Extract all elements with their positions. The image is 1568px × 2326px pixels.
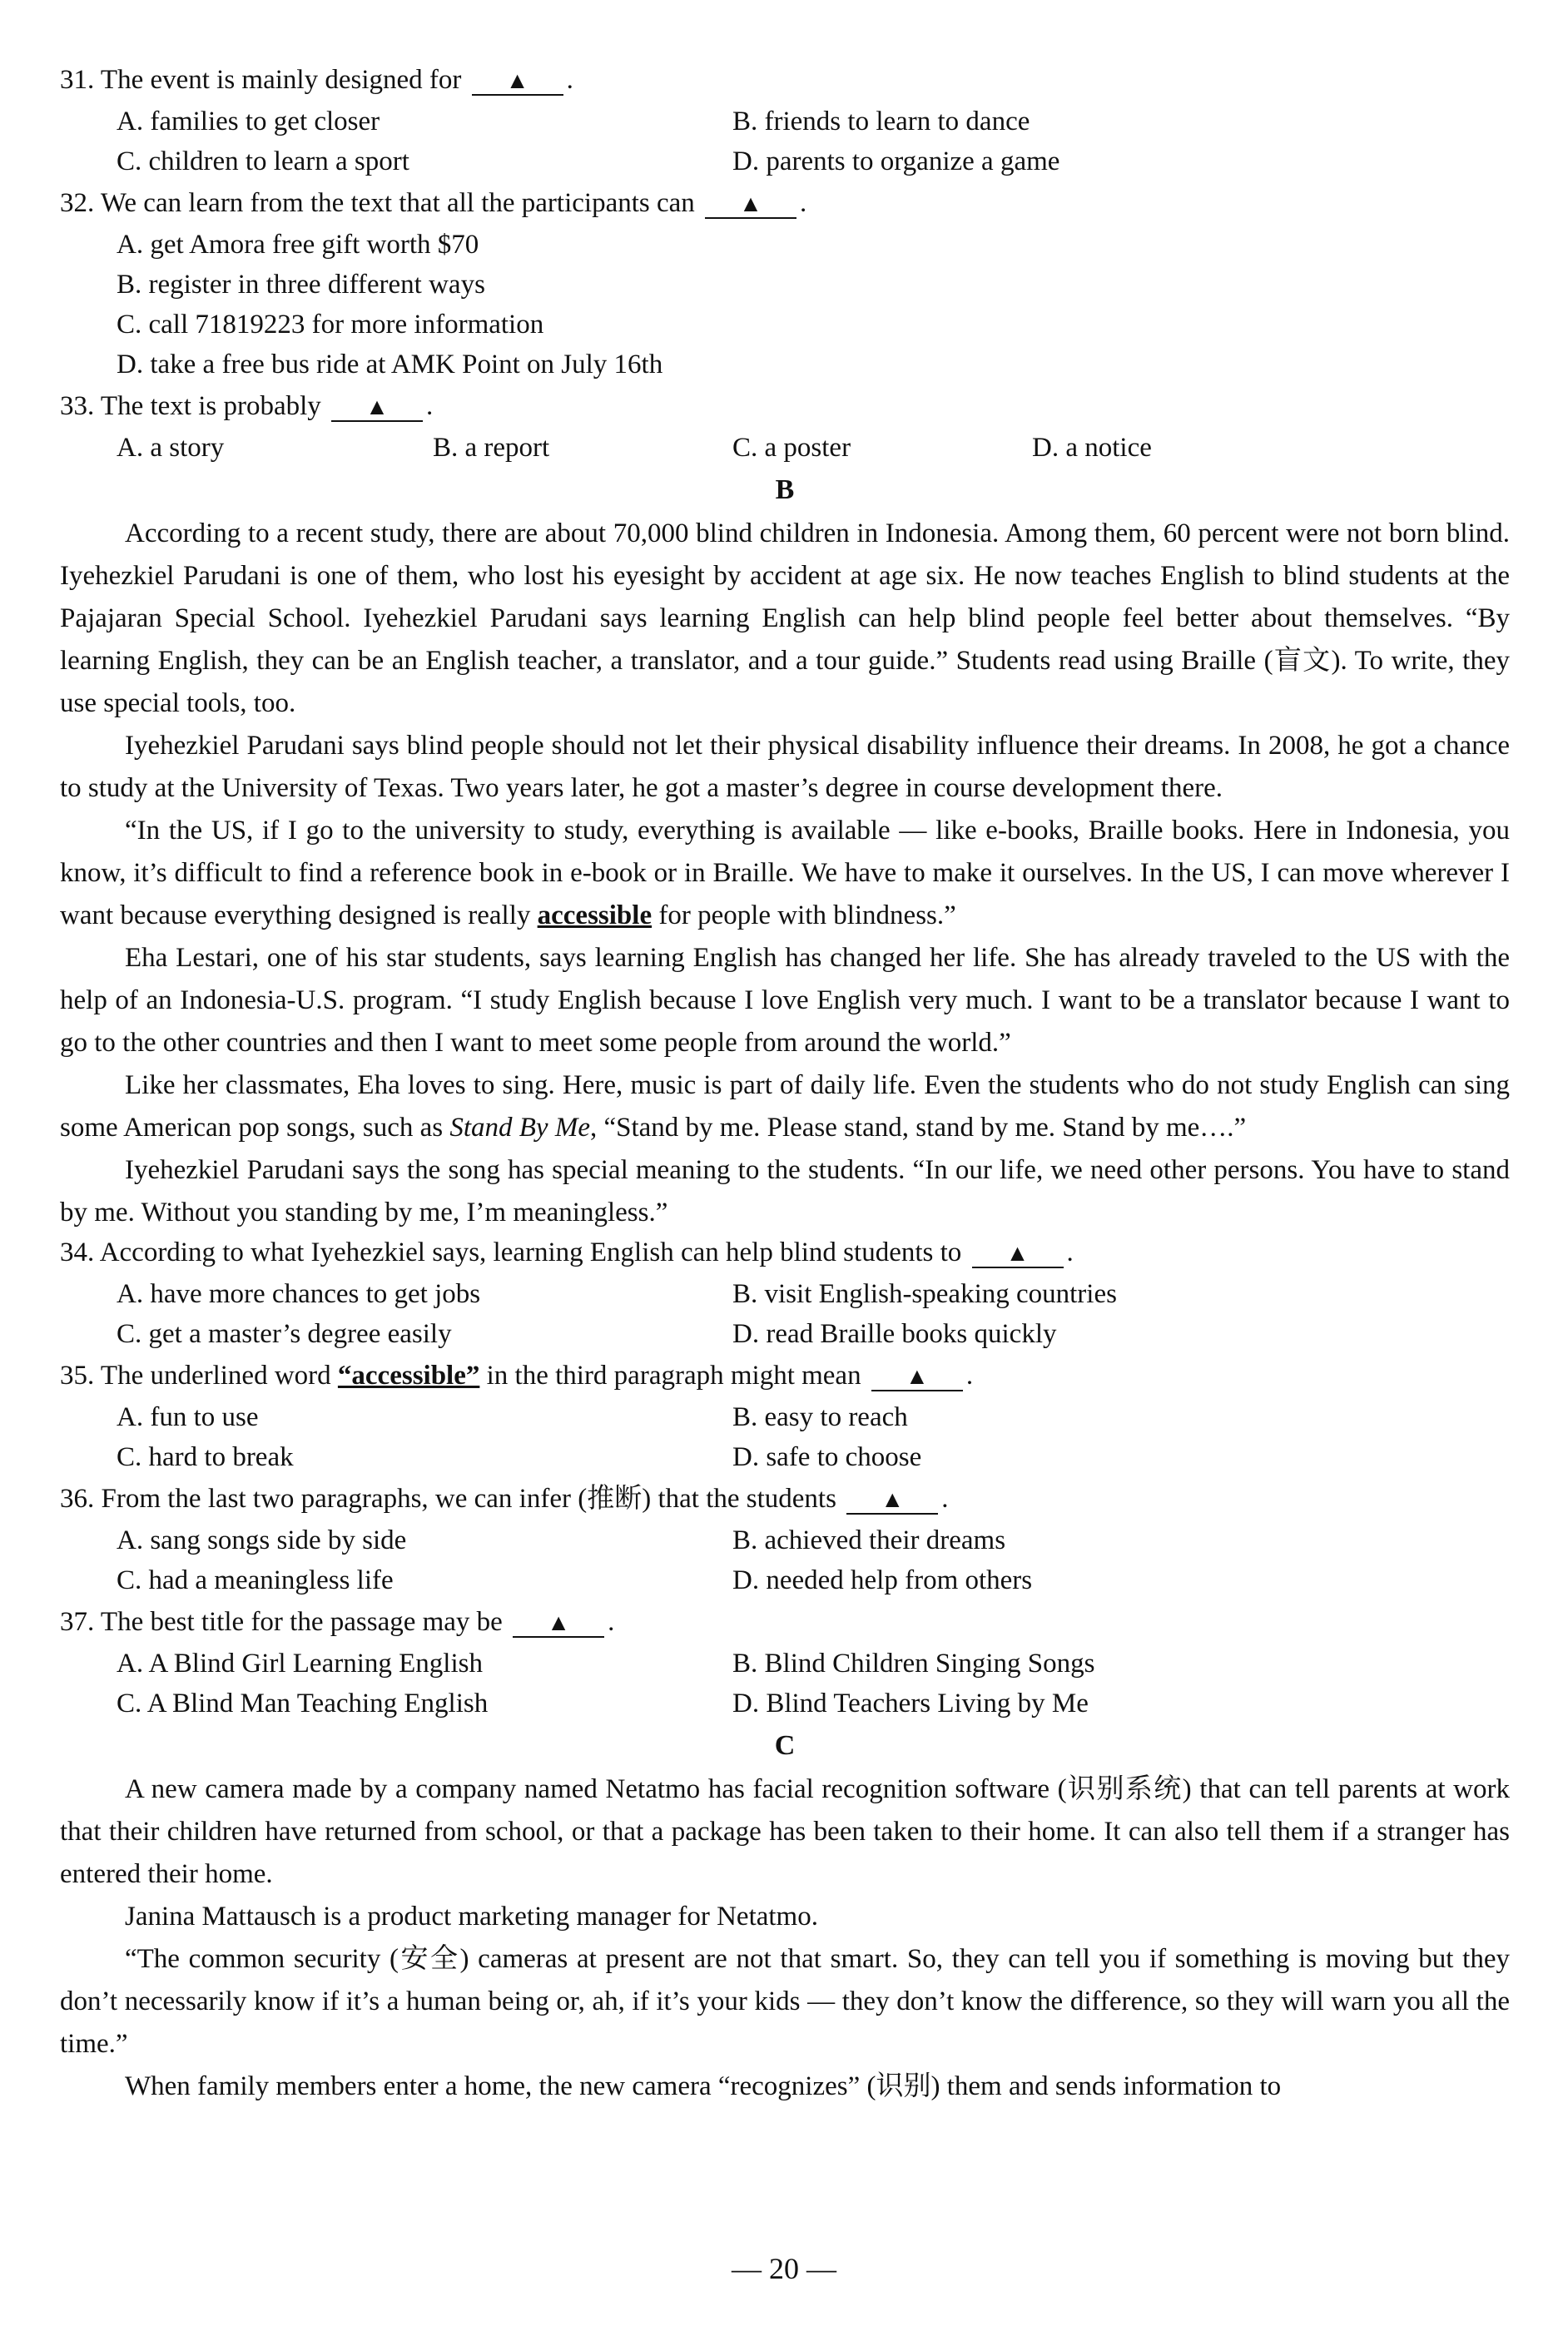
option-c: C. call 71819223 for more information xyxy=(117,310,544,340)
answer-blank: ▲ xyxy=(705,192,796,219)
question-36-options xyxy=(117,1520,1510,1600)
option-a: A. fun to use xyxy=(117,1402,259,1432)
option-d: D. a notice xyxy=(1032,433,1152,463)
song-title: Stand By Me xyxy=(449,1113,590,1143)
option-c: C. get a master’s degree easily xyxy=(117,1319,452,1349)
question-36: 36. From the last two paragraphs, we can infer (推断) that the students ▲ . xyxy=(60,1484,949,1514)
option-d: D. Blind Teachers Living by Me xyxy=(732,1689,1089,1718)
passage-c-paragraph-3: “The common security (安全) cameras at present are not that smart. So, they can tell you if something is moving but they don’t necessarily know if it’s a human being or, ah, if it’s your kids — they don’t know the difference, so they will warn you all the time.” xyxy=(60,1944,1510,2059)
section-b-heading: B xyxy=(775,474,795,505)
question-34-options xyxy=(117,1274,1510,1354)
question-37: 37. The best title for the passage may be ▲ . xyxy=(60,1607,615,1637)
option-d: D. needed help from others xyxy=(732,1565,1033,1595)
question-34: 34. According to what Iyehezkiel says, learning English can help blind students to ▲ . xyxy=(60,1237,1074,1267)
option-b: B. visit English-speaking countries xyxy=(732,1279,1117,1309)
option-a: A. sang songs side by side xyxy=(117,1525,407,1555)
underlined-word: accessible xyxy=(537,900,653,930)
question-32: 32. We can learn from the text that all the participants can ▲ . xyxy=(60,188,807,218)
option-c: C. a poster xyxy=(732,433,851,463)
passage-c-paragraph-1: A new camera made by a company named Netatmo has facial recognition software (识别系统) that can tell parents at work that their children have returned from school, or that a package has been taken to their home. It can also tell them if a stranger has entered their home. xyxy=(60,1774,1510,1889)
question-35: 35. The underlined word “accessible” in the third paragraph might mean ▲ . xyxy=(60,1361,974,1391)
answer-blank: ▲ xyxy=(331,395,423,422)
option-c: C. had a meaningless life xyxy=(117,1565,394,1595)
option-b: B. a report xyxy=(433,433,550,463)
option-b: B. register in three different ways xyxy=(117,270,485,300)
answer-blank: ▲ xyxy=(846,1488,938,1515)
question-33-options xyxy=(117,428,1510,468)
option-a: A. A Blind Girl Learning English xyxy=(117,1649,483,1679)
option-b: B. achieved their dreams xyxy=(732,1525,1006,1555)
passage-b-paragraph-6: Iyehezkiel Parudani says the song has special meaning to the students. “In our life, we need other persons. You have to stand by me. Without you standing by me, I’m meaningless.” xyxy=(60,1155,1510,1227)
answer-blank: ▲ xyxy=(871,1365,963,1391)
question-33: 33. The text is probably ▲ . xyxy=(60,391,434,421)
option-d: D. parents to organize a game xyxy=(732,146,1060,176)
option-a: A. a story xyxy=(117,433,225,463)
page-number: — 20 — xyxy=(732,2252,836,2285)
section-c-heading: C xyxy=(774,1730,796,1761)
question-35-options xyxy=(117,1397,1510,1477)
passage-b-paragraph-3: “In the US, if I go to the university to study, everything is available — like e-books, Braille books. Here in Indonesia, you know, it’s difficult to find a reference book in e-book or in Braille. We have to make it ourselves. In the US, I can move wherever I want because everything designed is really accessible for people with blindness.” xyxy=(60,816,1510,930)
option-b: B. easy to reach xyxy=(732,1402,908,1432)
passage-b-paragraph-5: Like her classmates, Eha loves to sing. Here, music is part of daily life. Even the students who do not study English can sing some American pop songs, such as Stand By Me, “Stand by me. Please stand, stand by me. Stand by me….” xyxy=(60,1070,1510,1143)
option-a: A. families to get closer xyxy=(117,107,380,136)
answer-blank: ▲ xyxy=(972,1242,1064,1268)
passage-b-paragraph-2: Iyehezkiel Parudani says blind people should not let their physical disability influence their dreams. In 2008, he got a chance to study at the University of Texas. Two years later, he got a master’s degree in course development there. xyxy=(60,731,1510,803)
answer-blank: ▲ xyxy=(513,1611,604,1638)
option-b: B. friends to learn to dance xyxy=(732,107,1030,136)
question-37-options xyxy=(117,1644,1510,1723)
option-a: A. have more chances to get jobs xyxy=(117,1279,481,1309)
question-31-options xyxy=(117,102,1510,181)
option-d: D. read Braille books quickly xyxy=(732,1319,1057,1349)
option-d: D. take a free bus ride at AMK Point on July 16th xyxy=(117,350,663,379)
answer-blank: ▲ xyxy=(472,69,563,96)
question-31: 31. The event is mainly designed for ▲ . xyxy=(60,65,573,95)
passage-b-paragraph-1: According to a recent study, there are about 70,000 blind children in Indonesia. Among them, 60 percent were not born blind. Iyehezkiel Parudani is one of them, who lost his eyesight by accident at age six. He now teaches English to blind students at the Pajajaran Special School. Iyehezkiel Parudani says learning English can help blind people feel better about themselves. “By learning English, they can be an English teacher, a translator, and a tour guide.” Students read using Braille (盲文). To write, they use special tools, too. xyxy=(60,518,1510,718)
passage-c-paragraph-2: Janina Mattausch is a product marketing manager for Netatmo. xyxy=(125,1902,818,1932)
question-32-options xyxy=(117,225,1510,384)
underlined-word: “accessible” xyxy=(337,1361,480,1391)
option-c: C. children to learn a sport xyxy=(117,146,409,176)
option-c: C. hard to break xyxy=(117,1442,294,1472)
option-d: D. safe to choose xyxy=(732,1442,922,1472)
passage-c-paragraph-4: When family members enter a home, the new camera “recognizes” (识别) them and sends information to xyxy=(125,2071,1282,2101)
option-a: A. get Amora free gift worth $70 xyxy=(117,230,479,260)
option-b: B. Blind Children Singing Songs xyxy=(732,1649,1095,1679)
option-c: C. A Blind Man Teaching English xyxy=(117,1689,489,1718)
passage-b-paragraph-4: Eha Lestari, one of his star students, says learning English has changed her life. She has already traveled to the US with the help of an Indonesia-U.S. program. “I study English because I love English very much. I want to be a translator because I want to go to the other countries and then I want to meet some people from around the world.” xyxy=(60,943,1510,1058)
